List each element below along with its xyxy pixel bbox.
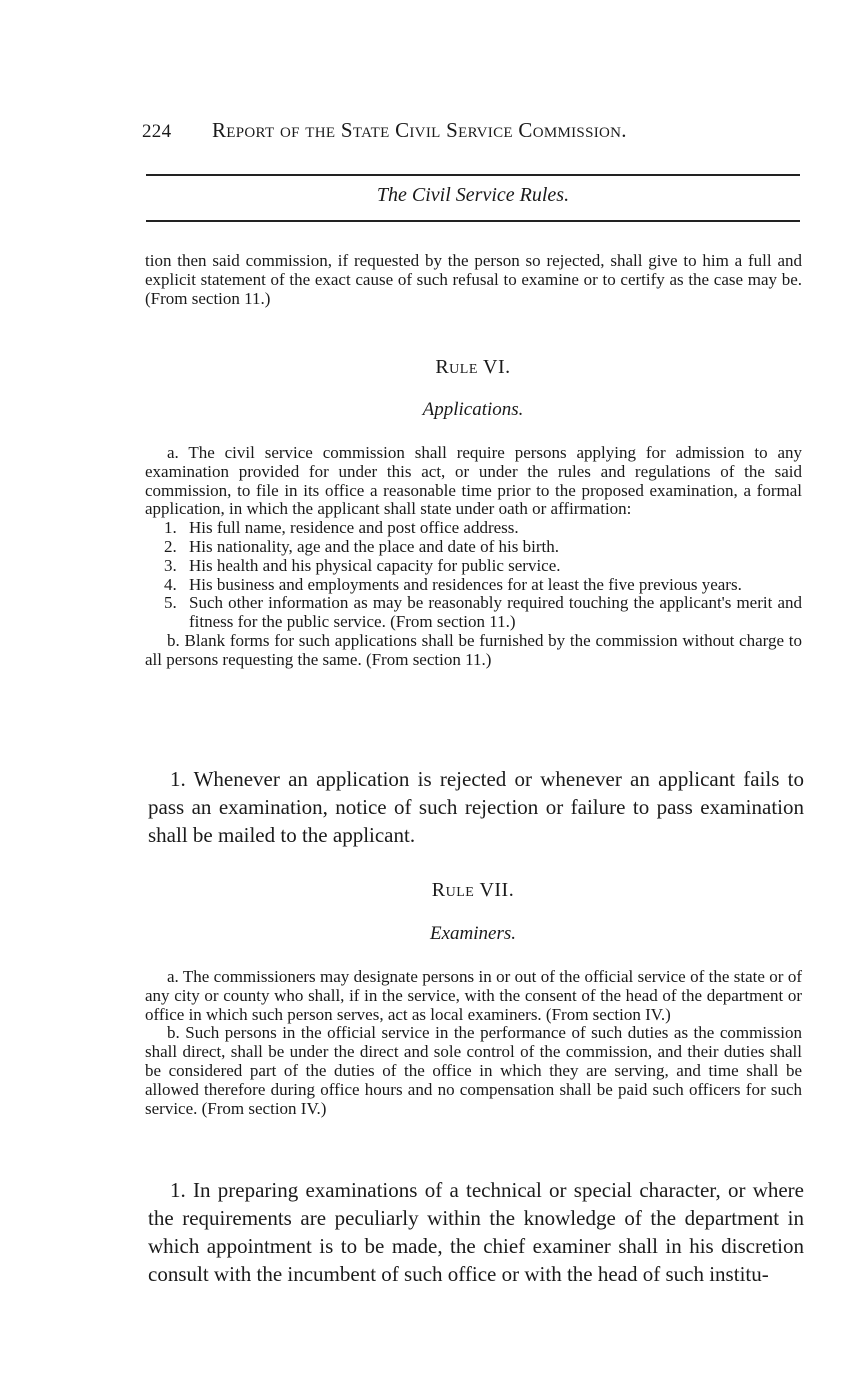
rule-vii-para-a: a. The commissioners may designate persons in or out of the official service of the state or of any city or county who shall, if in the service, with the consent of the head of the department or office in which such person serves, act as local examiners. (From section IV.) bbox=[145, 967, 802, 1024]
running-title: Report of the State Civil Service Commission. bbox=[212, 118, 627, 142]
rule-vii-title: Examiners. bbox=[429, 923, 516, 944]
applicant-requirements-list bbox=[145, 519, 802, 632]
rule-vi-heading: Rule VI. bbox=[435, 356, 511, 378]
top-rule bbox=[146, 174, 800, 176]
rule-vii-body-1: 1. In preparing examinations of a technical or special character, or where the requirements are peculiarly within the knowledge of the department in which appointment is to be made, the chief examiner shall in his discretion consult with the incumbent of such office or with the head of such institu- bbox=[148, 1178, 804, 1286]
bottom-rule bbox=[146, 220, 800, 222]
continuation-paragraph bbox=[145, 252, 802, 308]
list-item: 5. Such other information as may be reasonably required touching the applicant's merit and fitness for the public service. (From section 11.) bbox=[164, 593, 802, 632]
rule-vii-statute bbox=[145, 968, 802, 1118]
rule-vi-body bbox=[148, 765, 804, 849]
list-item: 4. His business and employments and residences for at least the five previous years. bbox=[164, 574, 742, 594]
running-header bbox=[142, 118, 802, 143]
rule-vi-statute bbox=[145, 444, 802, 670]
list-item: 3. His health and his physical capacity for public service. bbox=[164, 555, 561, 575]
section-title: The Civil Service Rules. bbox=[376, 184, 570, 206]
list-item: 2. His nationality, age and the place and date of his birth. bbox=[164, 536, 559, 556]
list-item: 1. His full name, residence and post office address. bbox=[164, 518, 519, 538]
rule-vii-para-b: b. Such persons in the official service in the performance of such duties as the commission shall direct, shall be under the direct and sole control of the commission, and their duties shall be considered part of the duties of the office in which they are serving, and time shall be allowed therefore during office hours and no compensation shall be paid such officers for such service. (From section IV.) bbox=[145, 1023, 802, 1118]
rule-vi-title: Applications. bbox=[422, 399, 524, 420]
continuation-text: tion then said commission, if requested by the person so rejected, shall give to him a full and explicit statement of the exact cause of such refusal to examine or to certify as the case may be. (From section 11.) bbox=[145, 251, 802, 308]
rule-vii-body bbox=[148, 1176, 804, 1288]
page-number: 224 bbox=[142, 121, 172, 142]
rule-vi-para-b: b. Blank forms for such applications shall be furnished by the commission without charge to all persons requesting the same. (From section 11.) bbox=[145, 630, 802, 669]
rule-vi-body-1: 1. Whenever an application is rejected or whenever an applicant fails to pass an examination, notice of such rejection or failure to pass examination shall be mailed to the applicant. bbox=[148, 767, 804, 847]
rule-vii-heading: Rule VII. bbox=[431, 879, 515, 901]
rule-vi-para-a: a. The civil service commission shall require persons applying for admission to any examination provided for under this act, or under the rules and regulations of the said commission, to file in its office a reasonable time prior to the proposed examination, a formal application, in which the applicant shall state under oath or affirmation: bbox=[145, 443, 802, 519]
